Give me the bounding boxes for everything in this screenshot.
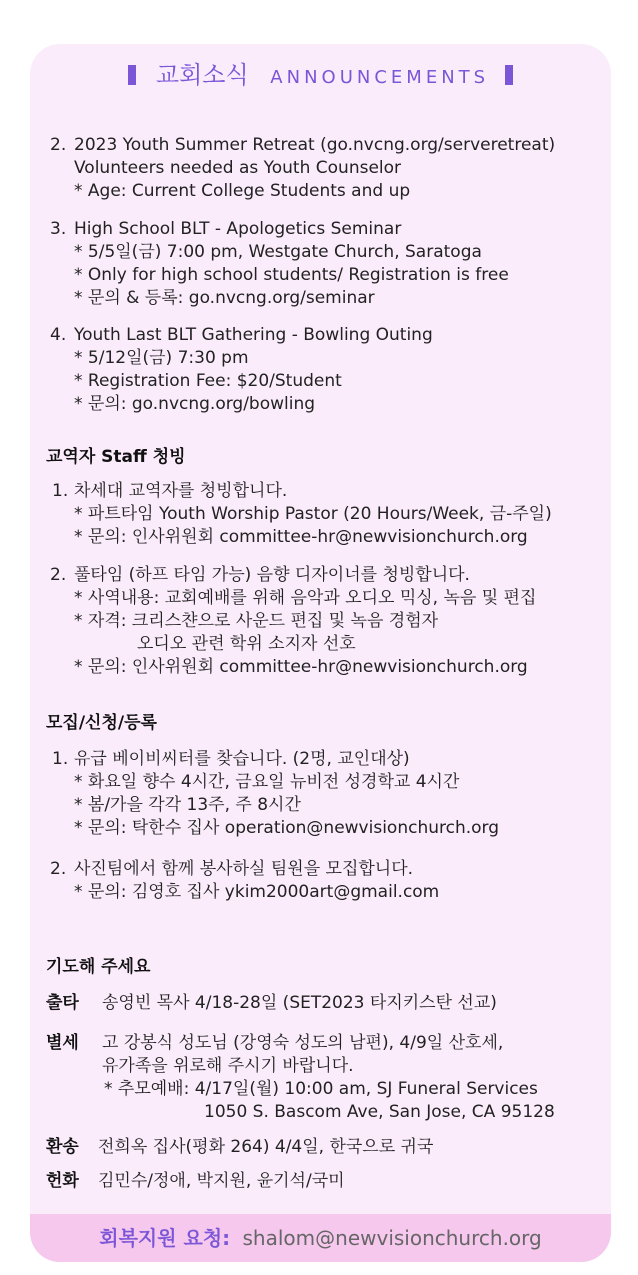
announcements-content: [30, 44, 611, 1262]
item-number: 4.: [50, 325, 67, 345]
recruit-item-number: 1.: [52, 749, 69, 769]
item-number: 3.: [50, 219, 67, 239]
recruit-item-line: * 화요일 향수 4시간, 금요일 뉴비전 성경학교 4시간: [74, 772, 460, 792]
flowers-text: 김민수/정애, 박지원, 윤기석/국미: [98, 1171, 345, 1191]
recruit-item-line: * 문의: 탁한수 집사 operation@newvisionchurch.org: [74, 818, 500, 838]
staff-item-line: * 문의: 인사위원회 committee-hr@newvisionchurch.org: [74, 527, 528, 547]
header-title-kr: 교회소식: [155, 61, 249, 89]
recruit-item-title: 유급 베이비씨터를 찾습니다. (2명, 교인대상): [74, 749, 410, 769]
staff-item-title: 차세대 교역자를 청빙합니다.: [74, 481, 288, 501]
memorial-line: * 추모예배: 4/17일(월) 10:00 am, SJ Funeral Services: [104, 1079, 538, 1099]
return-text: 전희옥 집사(평화 264) 4/4일, 한국으로 귀국: [98, 1137, 434, 1157]
staff-heading: 교역자 Staff 청빙: [46, 447, 186, 467]
staff-item-title: 풀타임 (하프 타임 가능) 음향 디자이너를 청빙합니다.: [74, 565, 470, 585]
recruit-heading: 모집/신청/등록: [46, 713, 157, 733]
item-line: Volunteers needed as Youth Counselor: [74, 158, 402, 178]
item-line: * 문의: go.nvcng.org/bowling: [74, 394, 316, 414]
staff-item-number: 2.: [50, 565, 67, 585]
passing-line: 유가족을 위로해 주시기 바랍니다.: [102, 1056, 354, 1076]
recruit-item-number: 2.: [50, 859, 67, 879]
memorial-address: 1050 S. Bascom Ave, San Jose, CA 95128: [204, 1102, 555, 1122]
item-line: * 5/5일(금) 7:00 pm, Westgate Church, Saratoga: [74, 242, 482, 262]
passing-line: 고 강봉식 성도님 (강영숙 성도의 남편), 4/9일 산호세,: [102, 1033, 504, 1053]
item-title: Youth Last BLT Gathering - Bowling Outing: [74, 325, 433, 345]
item-title: 2023 Youth Summer Retreat (go.nvcng.org/serveretreat): [74, 135, 556, 155]
staff-item-line: * 파트타임 Youth Worship Pastor (20 Hours/Week, 금-주일): [74, 504, 552, 524]
recruit-item-line: * 문의: 김영호 집사 ykim2000art@gmail.com: [74, 882, 440, 902]
item-line: * Age: Current College Students and up: [74, 181, 411, 201]
item-number: 2.: [50, 135, 67, 155]
announcements-card: [30, 44, 611, 1262]
return-label: 환송: [46, 1137, 79, 1157]
item-line: * Only for high school students/ Registration is free: [74, 265, 509, 285]
recruit-item-title: 사진팀에서 함께 봉사하실 팀원을 모집합니다.: [74, 859, 414, 879]
item-title: High School BLT - Apologetics Seminar: [74, 219, 402, 239]
departure-text: 송영빈 목사 4/18-28일 (SET2023 타지키스탄 선교): [102, 993, 497, 1013]
item-line: * 문의 & 등록: go.nvcng.org/seminar: [74, 288, 375, 308]
footer-label: 회복지원 요청:: [99, 1226, 231, 1250]
staff-item-number: 1.: [52, 481, 69, 501]
flowers-label: 헌화: [46, 1171, 79, 1191]
staff-item-line: * 자격: 크리스챤으로 사운드 편집 및 녹음 경험자: [74, 611, 439, 631]
footer-contact: [30, 1214, 611, 1262]
item-line: * 5/12일(금) 7:30 pm: [74, 348, 249, 368]
staff-item-line: 오디오 관련 학위 소지자 선호: [137, 634, 356, 654]
staff-item-line: * 문의: 인사위원회 committee-hr@newvisionchurch.org: [74, 657, 528, 677]
passing-label: 별세: [46, 1033, 79, 1053]
recruit-item-line: * 봄/가을 각각 13주, 주 8시간: [74, 795, 301, 815]
item-line: * Registration Fee: $20/Student: [74, 371, 342, 391]
header-title-en: ANNOUNCEMENTS: [270, 67, 490, 88]
footer-email[interactable]: shalom@newvisionchurch.org: [242, 1226, 542, 1250]
departure-label: 출타: [46, 993, 79, 1013]
staff-item-line: * 사역내용: 교회예배를 위해 음악과 오디오 믹싱, 녹음 및 편집: [74, 588, 537, 608]
prayer-heading: 기도해 주세요: [46, 957, 151, 977]
